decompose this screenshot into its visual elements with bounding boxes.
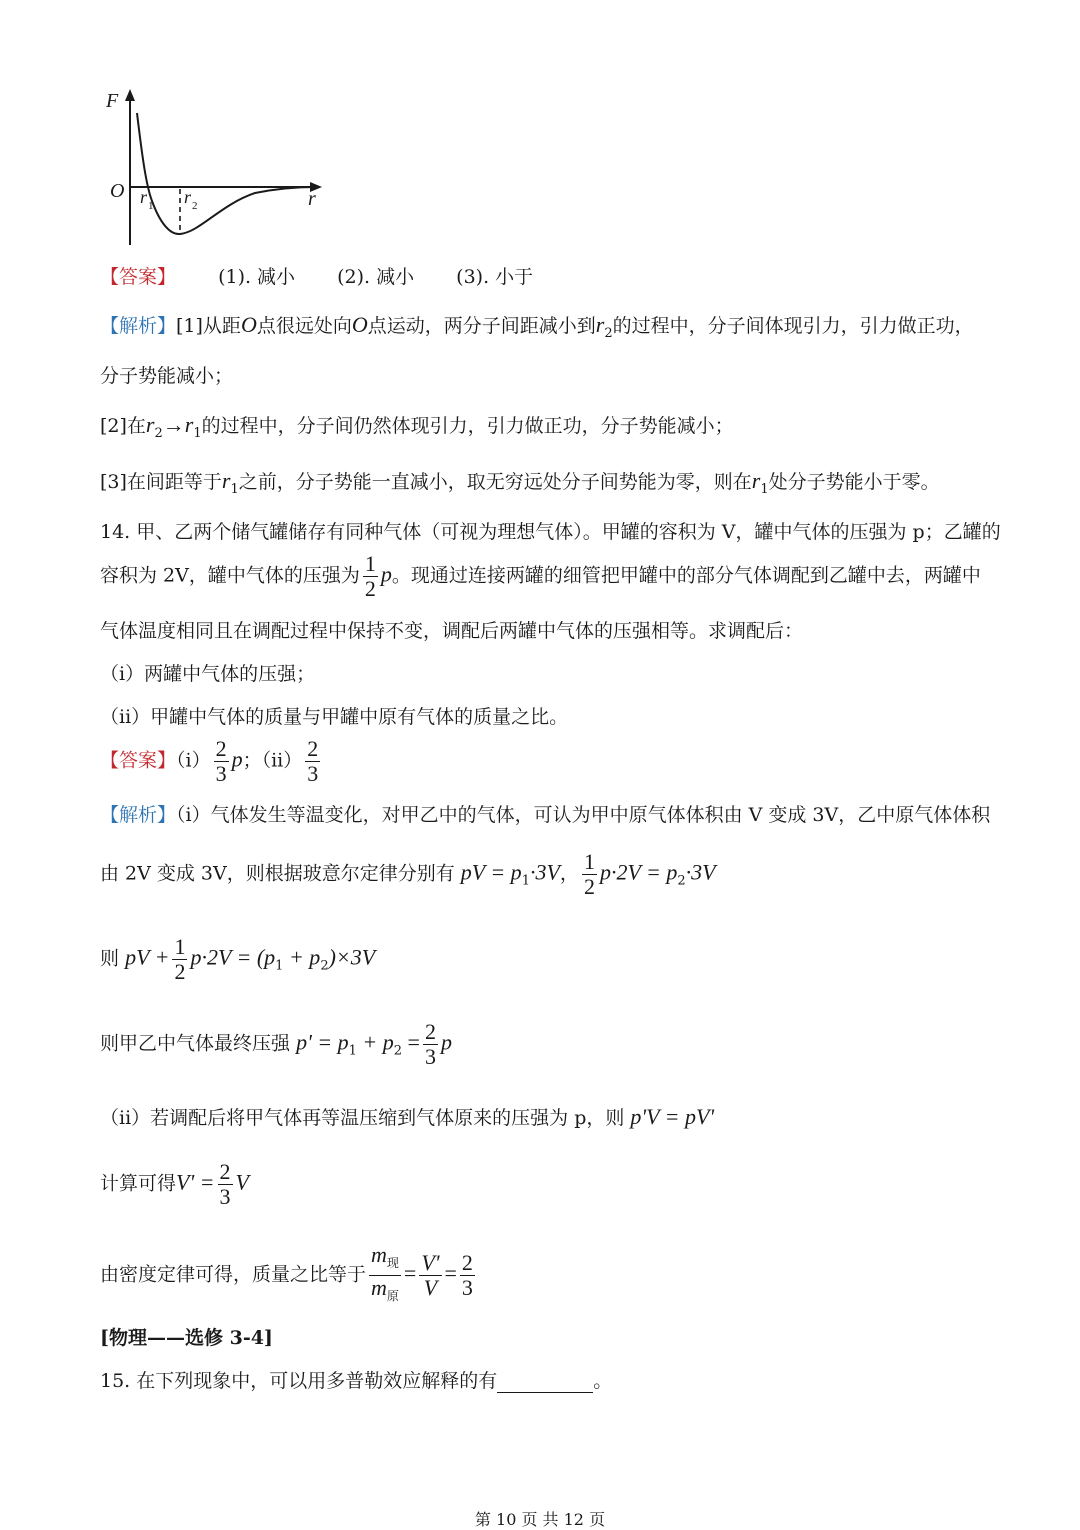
equation: ·3V <box>685 859 716 885</box>
q14-item-i: （i）两罐中气体的压强； <box>100 663 316 685</box>
symbol-r: r <box>145 412 155 437</box>
analysis-tag: 【解析】 <box>100 315 177 337</box>
numerator: 1 <box>583 849 595 874</box>
fraction <box>363 552 378 601</box>
text: 的过程中，分子间体现引力，引力做正功， <box>612 315 974 337</box>
denominator: 2 <box>583 874 595 899</box>
subscript: 1 <box>348 1043 357 1059</box>
text: ；（ii） <box>242 749 303 772</box>
q14-analysis-7 <box>100 1243 478 1308</box>
text: 的过程中，分子间仍然体现引力，引力做正功，分子势能减小； <box>201 415 734 437</box>
subscript: 2 <box>393 1043 403 1059</box>
denominator: 3 <box>215 761 227 786</box>
q14-analysis-1 <box>100 800 990 827</box>
text: 由 2V 变成 3V，则根据玻意尔定律分别有 <box>100 862 455 885</box>
equation: = <box>402 1029 420 1055</box>
q14-line-1: 14. 甲、乙两个储气罐储存有同种气体（可视为理想气体）。甲罐的容积为 V，罐中气体的压强为 p；乙罐的 <box>100 521 1001 543</box>
section-heading: [物理——选修 3-4] <box>100 1327 273 1349</box>
text: 容积为 2V，罐中气体的压强为 <box>100 564 360 587</box>
fraction <box>460 1251 475 1300</box>
equation: p·2V = p <box>599 859 678 885</box>
equation: p·2V = (p <box>190 944 276 970</box>
equation: + p <box>356 1029 394 1055</box>
subscript: 1 <box>521 873 530 889</box>
page-footer: 第 10 页 共 12 页 <box>474 1510 606 1529</box>
text: 计算可得 <box>100 1172 177 1195</box>
text: 点运动，两分子间距减小到 <box>367 315 596 337</box>
equation: pV + <box>125 944 170 970</box>
answer-blank[interactable] <box>497 1374 593 1393</box>
subscript: 原 <box>386 1289 399 1303</box>
text: （i）气体发生等温变化，对甲乙中的气体，可认为甲中原气体体积由 V 变成 3V，乙中原气体体积 <box>176 804 991 826</box>
denominator <box>369 1276 401 1308</box>
q13-analysis-3 <box>100 467 940 497</box>
numerator: 1 <box>174 934 186 959</box>
q14-line-2 <box>100 552 981 601</box>
text: 由密度定律可得，质量之比等于 <box>100 1263 367 1286</box>
equation: = <box>444 1260 457 1286</box>
answer-tag: 【答案】 <box>100 749 177 772</box>
origin-label: O <box>110 180 125 202</box>
denominator: 3 <box>424 1044 436 1069</box>
denominator: 2 <box>364 576 376 601</box>
text: [3]在间距等于 <box>100 471 222 493</box>
answer-tag: 【答案】 <box>100 266 177 288</box>
answer-item-1: (1). 减小 <box>218 266 296 288</box>
text: （i） <box>176 749 211 772</box>
q13-analysis-2 <box>100 411 734 441</box>
symbol-O: O <box>351 312 368 337</box>
symbol-r: r <box>595 312 605 337</box>
numerator: 2 <box>307 736 319 761</box>
q14-analysis-5 <box>100 1103 714 1130</box>
symbol-V: V <box>235 1169 249 1195</box>
symbol-r: r <box>751 468 761 493</box>
q13-answer-line <box>100 262 533 289</box>
subscript: 2 <box>320 958 329 974</box>
text: [2]在 <box>100 415 146 437</box>
symbol-m: m <box>371 1242 387 1267</box>
equation: pV = p <box>460 859 522 885</box>
numerator: 2 <box>424 1019 436 1044</box>
q13-analysis-1 <box>100 311 974 341</box>
r1-label: r <box>140 187 148 207</box>
text: 则 <box>100 947 120 970</box>
equation: + p <box>283 944 321 970</box>
subscript: 1 <box>193 426 202 441</box>
fraction <box>218 1160 233 1209</box>
r1-sub: 1 <box>148 200 154 212</box>
analysis-tag: 【解析】 <box>100 804 177 826</box>
numerator <box>369 1243 401 1276</box>
q14-analysis-3 <box>100 935 375 984</box>
text: 之前，分子势能一直减小，取无穷远处分子间势能为零，则在 <box>238 471 752 493</box>
q15-line <box>100 1366 612 1393</box>
numerator: 2 <box>219 1159 231 1184</box>
force-distance-graph <box>100 85 330 250</box>
equation: )×3V <box>328 944 376 970</box>
text: [1]从距 <box>176 315 241 337</box>
symbol-r: r <box>221 468 231 493</box>
q14-analysis-4 <box>100 1020 452 1069</box>
fraction <box>172 935 187 984</box>
denominator: 2 <box>174 959 186 984</box>
subscript: 现 <box>386 1256 399 1270</box>
text: 点很远处向 <box>256 315 352 337</box>
equation: p'V = pV' <box>630 1104 715 1129</box>
subscript: 2 <box>604 326 613 341</box>
subscript: 1 <box>760 482 769 497</box>
fraction <box>214 737 229 786</box>
mass-ratio-fraction <box>369 1243 401 1308</box>
equation: = <box>403 1260 417 1286</box>
q14-item-ii: （ii）甲罐中气体的质量与甲罐中原有气体的质量之比。 <box>100 706 569 728</box>
text: （ii）若调配后将甲气体再等温压缩到气体原来的压强为 p，则 <box>100 1107 625 1129</box>
numerator: 2 <box>461 1250 473 1275</box>
q14-line-3: 气体温度相同且在调配过程中保持不变，调配后两罐中气体的压强相等。求调配后： <box>100 620 804 642</box>
numerator: V' <box>421 1250 440 1275</box>
symbol-p: p <box>380 561 392 587</box>
text: 。 <box>593 1370 613 1392</box>
denominator: 3 <box>307 761 319 786</box>
denominator: V <box>423 1275 438 1300</box>
subscript: 1 <box>230 482 239 497</box>
fraction <box>582 850 597 899</box>
equation: ·3V <box>529 859 560 885</box>
text: 则甲乙中气体最终压强 <box>100 1032 291 1055</box>
fraction <box>305 737 320 786</box>
arrow-icon: → <box>162 412 185 437</box>
text: 处分子势能小于零。 <box>768 471 940 493</box>
fraction <box>423 1020 438 1069</box>
denominator: 3 <box>219 1184 231 1209</box>
symbol-p: p <box>440 1029 452 1055</box>
numerator: 2 <box>215 736 227 761</box>
q14-analysis-2 <box>100 850 716 899</box>
axis-label-r: r <box>308 188 316 210</box>
text: 。现通过连接两罐的细管把甲罐中的部分气体调配到乙罐中去，两罐中 <box>391 564 981 587</box>
subscript: 2 <box>677 873 686 889</box>
equation: V' = <box>176 1169 215 1195</box>
answer-item-3: (3). 小于 <box>456 266 534 288</box>
text: 15. 在下列现象中，可以用多普勒效应解释的有 <box>100 1370 498 1392</box>
q13-analysis-1-cont: 分子势能减小； <box>100 365 234 387</box>
symbol-m: m <box>371 1275 387 1300</box>
fraction <box>419 1251 441 1300</box>
denominator: 3 <box>461 1275 473 1300</box>
symbol-r: r <box>184 412 194 437</box>
r2-label: r <box>184 187 192 207</box>
answer-item-2: (2). 减小 <box>337 266 415 288</box>
q14-analysis-6 <box>100 1160 249 1209</box>
text: ， <box>559 862 579 885</box>
numerator: 1 <box>364 551 376 576</box>
q14-answer-line <box>100 737 323 786</box>
equation: p' = p <box>296 1029 349 1055</box>
subscript: 1 <box>275 958 284 974</box>
symbol-O: O <box>240 312 257 337</box>
subscript: 2 <box>154 426 163 441</box>
r2-sub: 2 <box>192 200 198 212</box>
axis-label-F: F <box>106 90 119 112</box>
symbol-p: p <box>231 746 243 772</box>
